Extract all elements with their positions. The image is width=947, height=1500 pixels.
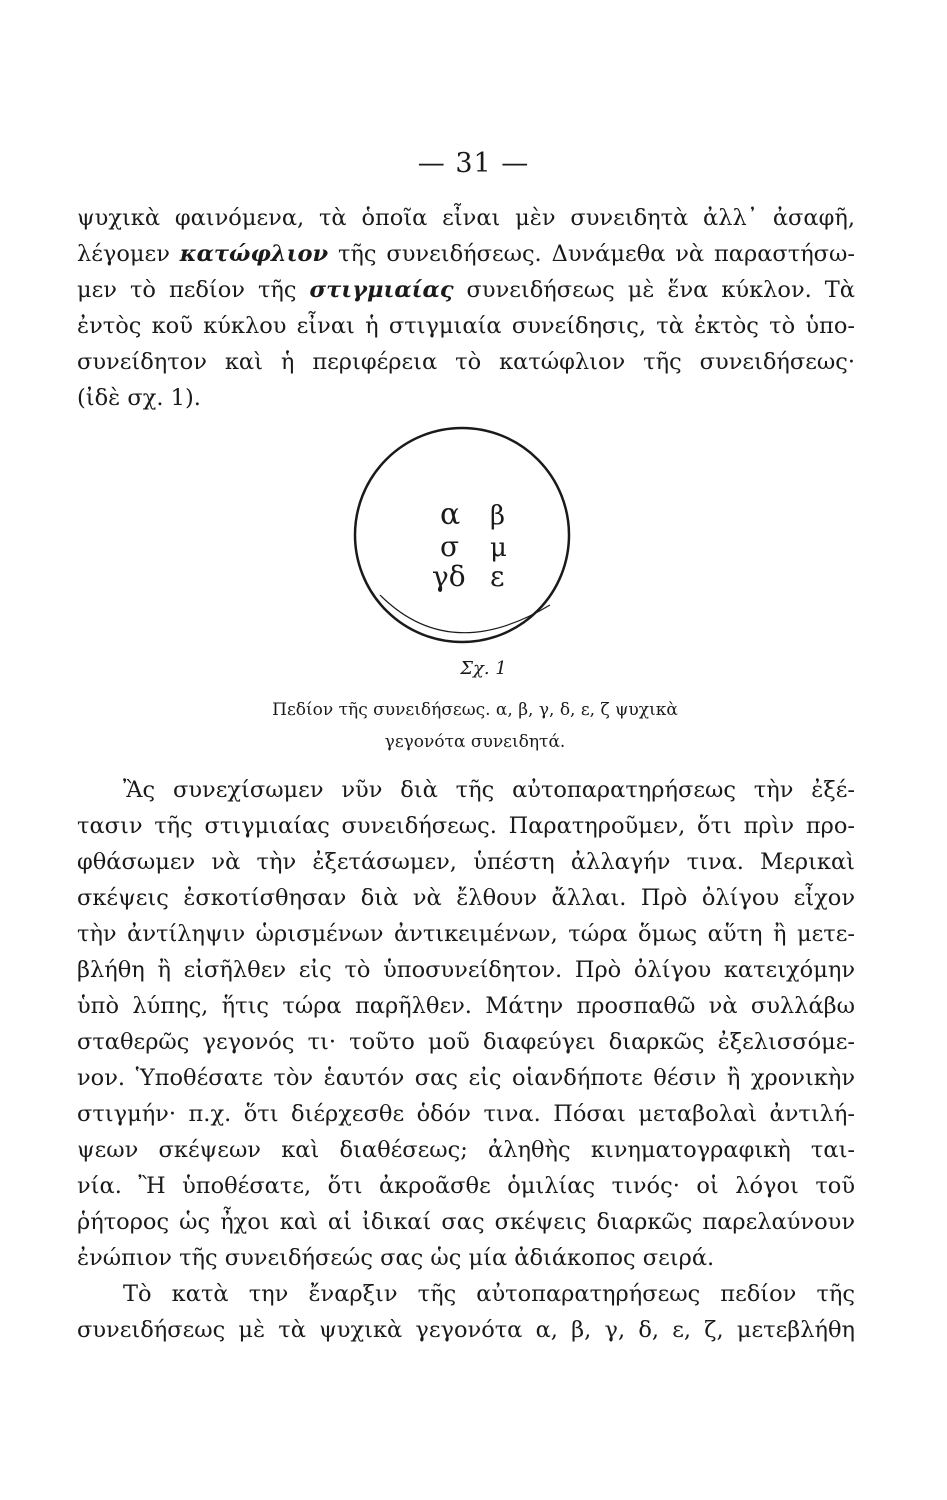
text-line: ψεων σκέψεων καὶ διαθέσεως; ἀληθὴς κινηματογραφικὴ ται- — [77, 1137, 855, 1163]
emphasis-stigmiaias: στιγμιαίας — [309, 277, 454, 303]
text-line: ῥήτορος ὡς ἦχοι καὶ αἱ ἰδικαί σας σκέψεις διαρκῶς παρελαύνουν — [77, 1209, 855, 1235]
paragraph-main — [77, 772, 855, 1348]
letter-gamma-delta: γδ — [432, 560, 466, 593]
field-circle — [355, 428, 569, 642]
text-line: Ἂς συνεχίσωμεν νῦν διὰ τῆς αὐτοπαρατηρήσεως τὴν ἐξέ- — [123, 777, 855, 803]
paragraph-intro — [77, 200, 855, 416]
page-number: — 31 — — [417, 148, 530, 179]
text-line: νία. Ἢ ὑποθέσατε, ὅτι ἀκροᾶσθε ὁμιλίας τινός· οἱ λόγοι τοῦ — [77, 1173, 855, 1199]
letter-epsilon: ε — [490, 560, 505, 593]
consciousness-field-diagram — [350, 420, 590, 680]
text-line: τασιν τῆς στιγμιαίας συνειδήσεως. Παρατηροῦμεν, ὅτι πρὶν προ- — [77, 813, 855, 839]
text-line: Τὸ κατὰ την ἔναρξιν τῆς αὐτοπαρατηρήσεως πεδίον τῆς — [123, 1281, 855, 1307]
text-line: νον. Ὑποθέσατε τὸν ἑαυτόν σας εἰς οἱανδήποτε θέσιν ἢ χρονικὴν — [77, 1065, 855, 1091]
text-line: σταθερῶς γεγονός τι· τοῦτο μοῦ διαφεύγει διαρκῶς ἐξελισσόμε- — [77, 1029, 855, 1055]
text-line: φθάσωμεν νὰ τὴν ἐξετάσωμεν, ὑπέστη ἀλλαγήν τινα. Μερικαὶ — [77, 849, 855, 875]
letter-sigma: σ — [440, 530, 460, 563]
text-line: ἐντὸς κοῦ κύκλου εἶναι ἡ στιγμιαία συνείδησις, τὰ ἐκτὸς τὸ ὑπο- — [77, 313, 855, 339]
letter-alpha: α — [440, 497, 461, 532]
letter-mu: μ — [490, 533, 507, 563]
text-line: ἐνώπιον τῆς συνειδήσεώς σας ὡς μία ἀδιάκοπος σειρά. — [77, 1245, 715, 1271]
text-line: συνείδητον καὶ ἡ περιφέρεια τὸ κατώφλιον τῆς συνειδήσεως· — [77, 349, 855, 375]
text-line: μεν τὸ πεδίον τῆς στιγμιαίας συνειδήσεως μὲ ἕνα κύκλον. Τὰ — [77, 277, 855, 303]
text-line: ψυχικὰ φαινόμενα, τὰ ὁποῖα εἶναι μὲν συνειδητὰ ἀλλ᾽ ἀσαφῆ, — [77, 205, 855, 231]
text-line: (ἰδὲ σχ. 1). — [77, 385, 201, 411]
text-line: συνειδήσεως μὲ τὰ ψυχικὰ γεγονότα α, β, γ, δ, ε, ζ, μετεβλήθη — [77, 1317, 855, 1343]
text-line: ὑπὸ λύπης, ἥτις τώρα παρῆλθεν. Μάτην προσπαθῶ νὰ συλλάβω — [77, 993, 855, 1019]
caption-line: Πεδίον τῆς συνειδήσεως. α, β, γ, δ, ε, ζ ψυχικὰ — [272, 700, 678, 720]
text-line: βλήθη ἢ εἰσῆλθεν εἰς τὸ ὑποσυνείδητον. Πρὸ ὀλίγου κατειχόμην — [77, 957, 855, 983]
emphasis-katophlion: κατώφλιον — [179, 241, 329, 267]
letter-beta: β — [490, 501, 506, 531]
figure-caption — [150, 694, 800, 758]
text-line: λέγομεν κατώφλιον τῆς συνειδήσεως. Δυνάμεθα νὰ παραστήσω- — [77, 241, 855, 267]
text-line: σκέψεις ἐσκοτίσθησαν διὰ νὰ ἔλθουν ἄλλαι. Πρὸ ὀλίγου εἶχον — [77, 885, 855, 911]
caption-line: γεγονότα συνειδητά. — [384, 732, 566, 752]
figure-label: Σχ. 1 — [460, 658, 507, 679]
text-line: τὴν ἀντίληψιν ὡρισμένων ἀντικειμένων, τώρα ὅμως αὕτη ἢ μετε- — [77, 921, 855, 947]
text-line: στιγμήν· π.χ. ὅτι διέρχεσθε ὁδόν τινα. Πόσαι μεταβολαὶ ἀντιλή- — [77, 1101, 855, 1127]
